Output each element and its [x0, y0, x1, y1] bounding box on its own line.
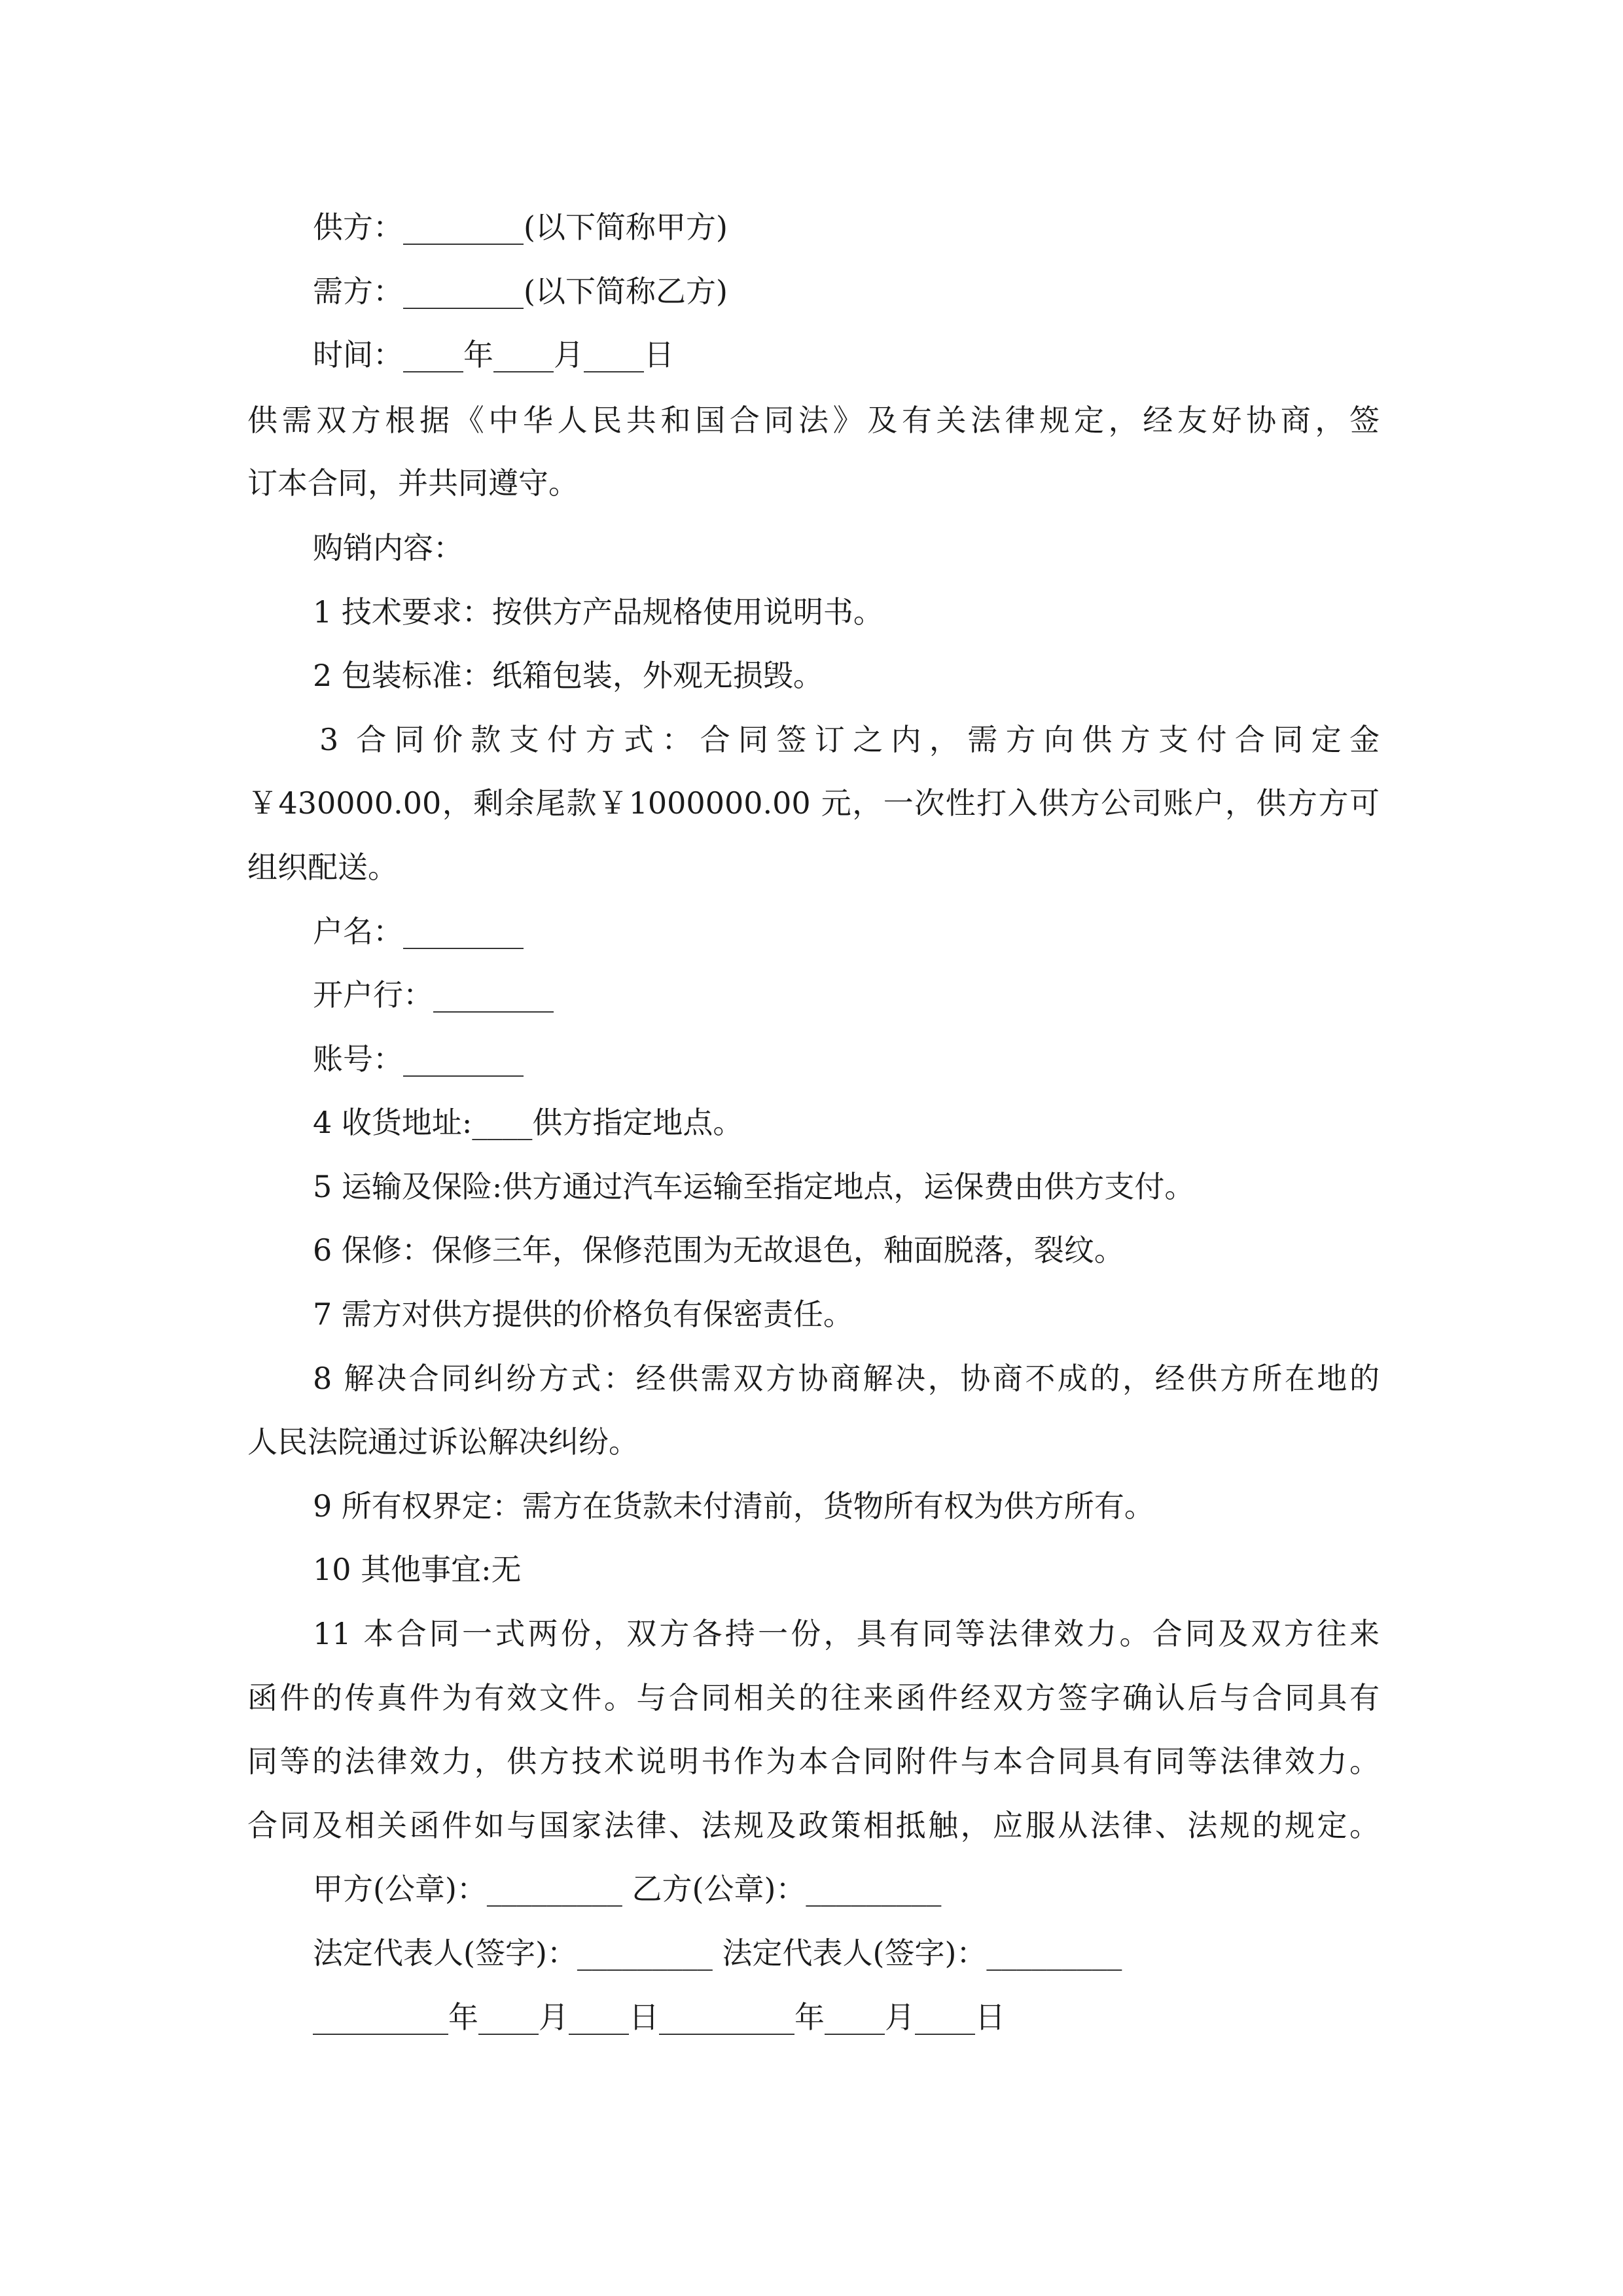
item-4: 4 收货地址:____供方指定地点。 — [313, 1105, 743, 1140]
item-9: 9 所有权界定：需方在货款未付清前，货物所有权为供方所有。 — [313, 1488, 1154, 1524]
item-1: 1 技术要求：按供方产品规格使用说明书。 — [313, 594, 883, 630]
supplier-line: 供方：________(以下简称甲方) — [313, 209, 728, 245]
account-number-line: 账号：________ — [313, 1041, 524, 1077]
item-2: 2 包装标准：纸箱包装，外观无损毁。 — [313, 658, 823, 693]
seal-line: 甲方(公章)：_________ 乙方(公章)：_________ — [313, 1871, 942, 1907]
item-8-line-2: 人民法院通过诉讼解决纠纷。 — [247, 1424, 639, 1460]
item-7: 7 需方对供方提供的价格负有保密责任。 — [313, 1297, 853, 1332]
item-5: 5 运输及保险:供方通过汽车运输至指定地点，运保费由供方支付。 — [313, 1169, 1195, 1204]
representative-line: 法定代表人(签字)：_________ 法定代表人(签字)：_________ — [313, 1935, 1122, 1971]
item-11-line-1: 11 本合同一式两份，双方各持一份，具有同等法律效力。合同及双方往来 — [313, 1616, 1380, 1651]
account-name-line: 户名：________ — [313, 914, 524, 949]
intro-line-2: 订本合同，并共同遵守。 — [247, 465, 579, 501]
item-3-line-1: 3 合同价款支付方式：合同签订之内，需方向供方支付合同定金 — [319, 722, 1380, 757]
item-11-line-3: 同等的法律效力，供方技术说明书作为本合同附件与本合同具有同等法律效力。 — [247, 1744, 1380, 1779]
item-11-line-4: 合同及相关函件如与国家法律、法规及政策相抵触，应服从法律、法规的规定。 — [247, 1808, 1380, 1843]
item-11-line-2: 函件的传真件为有效文件。与合同相关的往来函件经双方签字确认后与合同具有 — [247, 1680, 1380, 1715]
item-3-line-3: 组织配送。 — [247, 850, 398, 885]
bank-line: 开户行：________ — [313, 977, 554, 1013]
item-6: 6 保修：保修三年，保修范围为无故退色，釉面脱落，裂纹。 — [313, 1232, 1124, 1268]
item-3-line-2: ￥430000.00，剩余尾款￥1000000.00 元，一次性打入供方公司账户，供方方可 — [247, 785, 1380, 821]
signing-date-line: _________年____月____日_________年____月____日 — [313, 2000, 1005, 2035]
buyer-line: 需方：________(以下简称乙方) — [313, 274, 728, 309]
intro-line-1: 供需双方根据《中华人民共和国合同法》及有关法律规定，经友好协商，签 — [247, 403, 1380, 438]
date-line: 时间：____年____月____日 — [313, 337, 674, 372]
section-title: 购销内容： — [313, 530, 463, 565]
item-10: 10 其他事宜:无 — [313, 1552, 522, 1587]
item-8-line-1: 8 解决合同纠纷方式：经供需双方协商解决，协商不成的，经供方所在地的 — [313, 1361, 1380, 1396]
